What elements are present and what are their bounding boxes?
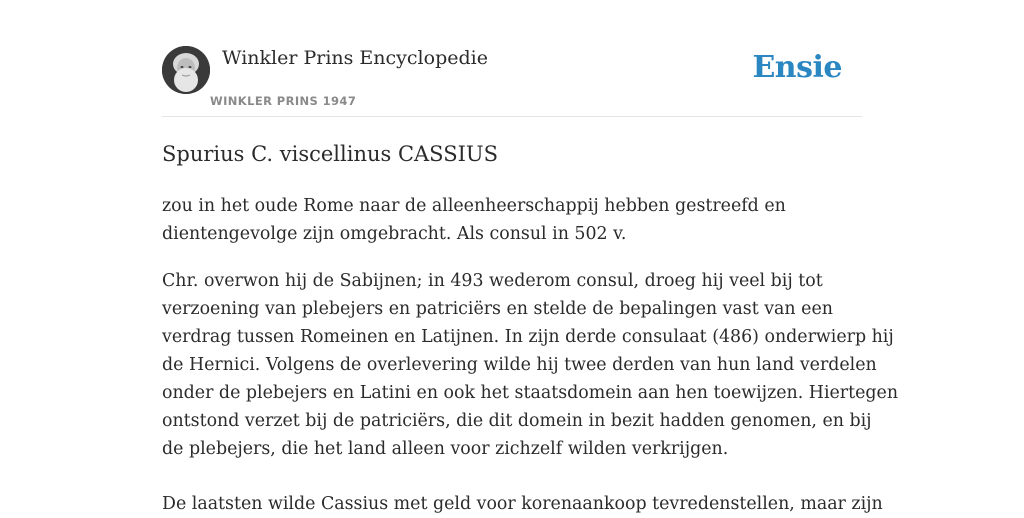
paragraph-line: zou in het oude Rome naar de alleenheerschappij hebben gestreefd en — [162, 196, 786, 216]
source-title[interactable]: Winkler Prins Encyclopedie — [222, 47, 488, 69]
source-avatar[interactable] — [162, 46, 210, 94]
source-header — [162, 0, 862, 117]
paragraph-line: dientengevolge zijn omgebracht. Als consul in 502 v. — [162, 224, 627, 244]
paragraph-line: ontstond verzet bij de patriciërs, die dit domein in bezit hadden genomen, en bij — [162, 411, 872, 431]
article-paragraph — [162, 490, 883, 518]
paragraph-line: De laatsten wilde Cassius met geld voor korenaankoop tevredenstellen, maar zijn — [162, 494, 883, 514]
paragraph-line: onder de plebejers en Latini en ook het staatsdomein aan hen toewijzen. Hiertegen — [162, 383, 899, 403]
source-subtitle[interactable]: WINKLER PRINS 1947 — [210, 94, 357, 108]
brand-logo[interactable]: Ensie — [752, 50, 842, 85]
paragraph-line: Chr. overwon hij de Sabijnen; in 493 wederom consul, droeg hij veel bij tot — [162, 271, 823, 291]
paragraph-line: verdrag tussen Romeinen en Latijnen. In zijn derde consulaat (486) onderwierp hij — [162, 327, 894, 347]
paragraph-line: verzoening van plebejers en patriciërs en stelde de bepalingen vast van een — [162, 299, 833, 319]
article-paragraph — [162, 267, 899, 463]
bearded-man-portrait-icon — [162, 46, 210, 94]
paragraph-line: de Hernici. Volgens de overlevering wilde hij twee derden van hun land verdelen — [162, 355, 877, 375]
article-title: Spurius C. viscellinus CASSIUS — [162, 142, 498, 166]
paragraph-line: de plebejers, die het land alleen voor zichzelf wilden verkrijgen. — [162, 439, 729, 459]
page-container — [162, 0, 899, 514]
article-paragraph — [162, 192, 862, 248]
